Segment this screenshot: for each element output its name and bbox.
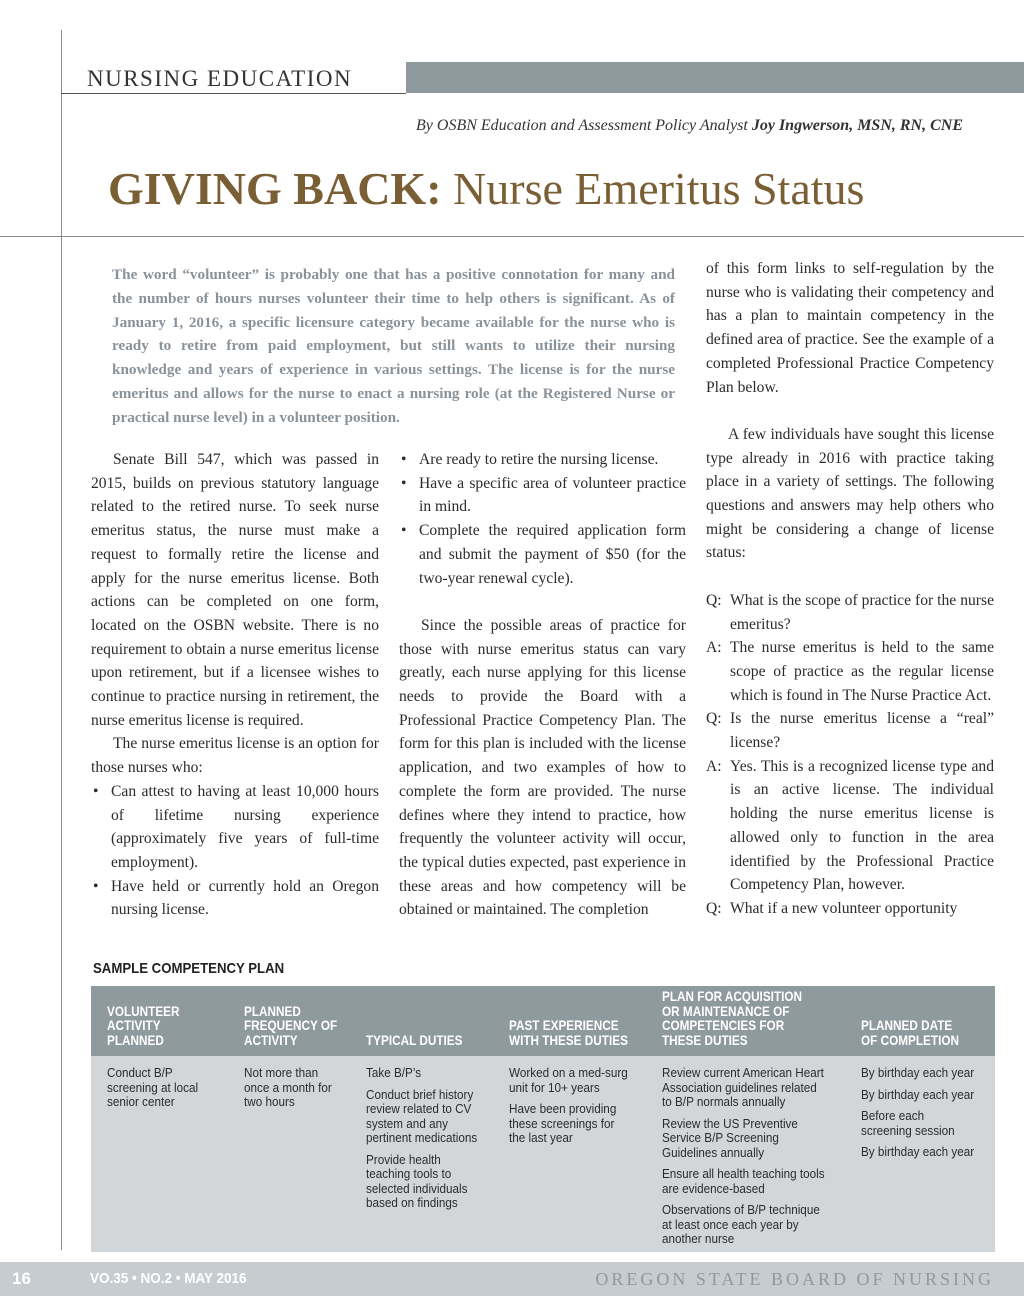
table-cell: Take B/P’s Conduct brief history review related to CV system and any pertinent medications Provide health teaching tools to selected individuals based on findings xyxy=(366,1065,478,1210)
footer-organization: OREGON STATE BOARD OF NURSING xyxy=(595,1269,994,1289)
qa-item: A: The nurse emeritus is held to the same scope of practice as the regular license which is found in The Nurse Practice Act. xyxy=(706,639,994,704)
byline xyxy=(416,117,963,135)
qa-item: Q: Is the nurse emeritus license a “real” license? xyxy=(706,710,994,752)
table-header: TYPICAL DUTIES xyxy=(366,1031,463,1048)
section-bar xyxy=(406,62,1024,93)
list-item: • Can attest to having at least 10,000 hours of lifetime nursing experience (approximately five years of full-time employment). xyxy=(91,780,379,875)
section-header xyxy=(61,62,1024,94)
col2-bullet-list xyxy=(399,448,686,590)
title-rule xyxy=(0,236,1024,237)
table-header: PLANNED FREQUENCY OF ACTIVITY xyxy=(244,1002,338,1048)
issue-info: VO.35 • NO.2 • MAY 2016 xyxy=(90,1270,247,1287)
section-underline xyxy=(61,93,406,94)
margin-rule xyxy=(61,30,62,1250)
table-header: PLAN FOR ACQUISITION OR MAINTENANCE OF COMPETENCIES FOR THESE DUTIES xyxy=(662,988,803,1048)
table-cell: By birthday each year By birthday each year Before each screening session By birthday each year xyxy=(861,1065,975,1159)
col1-paragraph-1: Senate Bill 547, which was passed in 2015, builds on previous statutory language related to the retired nurse. To seek nurse emeritus status, the nurse must make a request to formally retire the license and apply for the nurse emeritus license. Both actions can be completed on one form, located on the OSBN website. There is no requirement to obtain a nurse emeritus license upon retirement, but if a licensee wishes to continue to practice nursing in retirement, the nurse emeritus license is required. xyxy=(91,451,379,729)
table-header: PLANNED DATE OF COMPLETION xyxy=(861,1017,960,1048)
qa-item: Q: What if a new volunteer opportunity xyxy=(706,899,958,917)
list-item: • Are ready to retire the nursing license. xyxy=(399,448,686,472)
table-cell: Worked on a med-surg unit for 10+ years Have been providing these screenings for the last year xyxy=(509,1065,628,1145)
title-bold: GIVING BACK: xyxy=(108,163,442,214)
competency-plan-table xyxy=(91,986,995,1252)
intro-paragraph: The word “volunteer” is probably one that has a positive connotation for many and the number of hours nurses volunteer their time to help others is significant. As of January 1, 2016, a specific licensure category became available for the nurse who is ready to retire from paid employment, but still wants to utilize their nursing knowledge and years of experience in various settings. The license is for the nurse emeritus and allows for the nurse to enact a nursing role (at the Registered Nurse or practical nurse level) in a volunteer position. xyxy=(112,266,675,426)
byline-author: Joy Ingwerson, MSN, RN, CNE xyxy=(751,117,963,134)
col3-paragraph-2: A few individuals have sought this license type already in 2016 with practice taking place in a variety of settings. The following questions and answers may help others who might be considering a change of license status: xyxy=(706,425,994,562)
qa-item: Q: What is the scope of practice for the nurse emeritus? xyxy=(706,591,994,633)
list-item: • Have held or currently hold an Oregon nursing license. xyxy=(91,875,379,922)
list-item: • Have a specific area of volunteer practice in mind. xyxy=(399,472,686,519)
title-rest: Nurse Emeritus Status xyxy=(441,163,865,214)
table-header: PAST EXPERIENCE WITH THESE DUTIES xyxy=(509,1017,628,1048)
col2-paragraph-1: Since the possible areas of practice for those with nurse emeritus status can vary greatly, each nurse applying for this license needs to provide the Board with a Professional Practice Competency Plan. The form for this plan is included with the license application, and two examples of how to complete the form are provided. The nurse defines where they intend to practice, how frequently the volunteer activity will occur, the typical duties expected, past experience in these areas and how competency will be obtained or maintained. The completion xyxy=(399,616,686,919)
table-cell: Not more than once a month for two hours xyxy=(244,1065,332,1109)
byline-prefix: By OSBN Education and Assessment Policy Analyst xyxy=(416,117,748,134)
column-2 xyxy=(399,448,686,922)
col1-bullet-list xyxy=(91,780,379,922)
page-title xyxy=(108,162,864,215)
col3-paragraph-1: of this form links to self-regulation by the nurse who is validating their competency and has a plan to maintain competency in the defined area of practice. See the example of a completed Professional Practice Competency Plan below. xyxy=(706,260,994,396)
table-header: VOLUNTEER ACTIVITY PLANNED xyxy=(107,1002,180,1048)
page-footer xyxy=(0,1262,1024,1296)
table-title: SAMPLE COMPETENCY PLAN xyxy=(93,960,285,977)
qa-item: A: Yes. This is a recognized license type and is an active license. The individual holding the nurse emeritus license is allowed only to function in the area identified by the Professional Practice Competency Plan, however. xyxy=(706,757,994,894)
section-label: NURSING EDUCATION xyxy=(87,66,353,91)
column-1 xyxy=(91,448,379,922)
page-number: 16 xyxy=(12,1269,31,1288)
table-cell: Review current American Heart Association guidelines related to B/P normals annually Review the US Preventive Service B/P Screening Guidelines annually Ensure all health teaching tools are evidence-based Observations of B/P technique at least once each year by another nurse xyxy=(662,1065,825,1246)
column-3 xyxy=(706,257,994,921)
table-header-row xyxy=(91,986,995,1056)
col1-paragraph-2: The nurse emeritus license is an option for those nurses who: xyxy=(91,735,379,777)
list-item: • Complete the required application form and submit the payment of $50 (for the two-year renewal cycle). xyxy=(399,519,686,590)
table-cell: Conduct B/P screening at local senior center xyxy=(107,1065,199,1109)
